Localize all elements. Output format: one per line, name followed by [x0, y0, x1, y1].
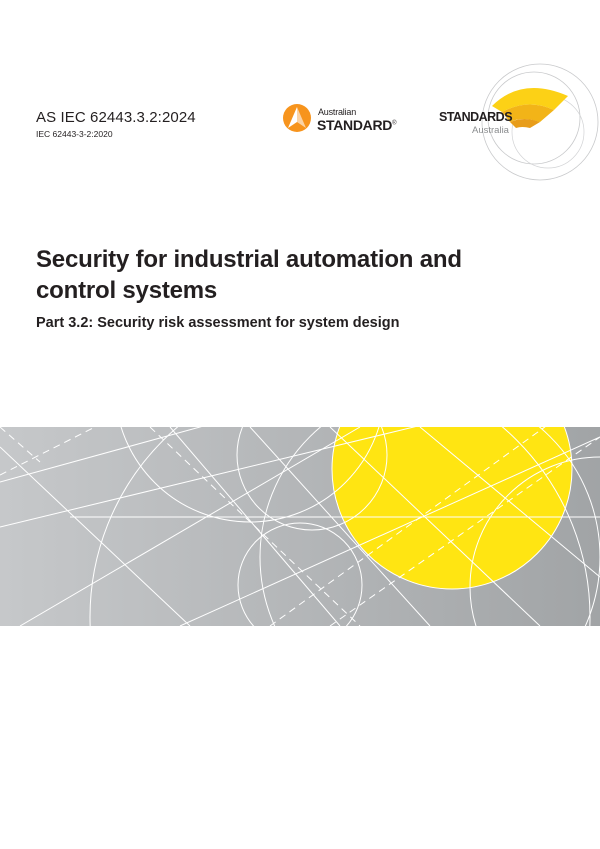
- standards-australia-name: STANDARDS: [439, 110, 513, 124]
- australian-standard-logo: [282, 100, 412, 140]
- document-subtitle: Part 3.2: Security risk assessment for system design: [36, 315, 400, 331]
- standard-number: AS IEC 62443.3.2:2024: [36, 109, 196, 126]
- standards-australia-sub: Australia: [472, 125, 509, 136]
- australian-standard-line1: Australian: [318, 107, 357, 117]
- australian-standard-line2: STANDARD®: [317, 117, 397, 133]
- standards-australia-logo: [430, 44, 600, 184]
- iec-reference: IEC 62443-3-2:2020: [36, 129, 113, 139]
- australian-standard-mark-icon: [282, 102, 312, 134]
- document-title: Security for industrial automation and control systems: [36, 246, 462, 304]
- cover-graphic-banner: [0, 427, 600, 626]
